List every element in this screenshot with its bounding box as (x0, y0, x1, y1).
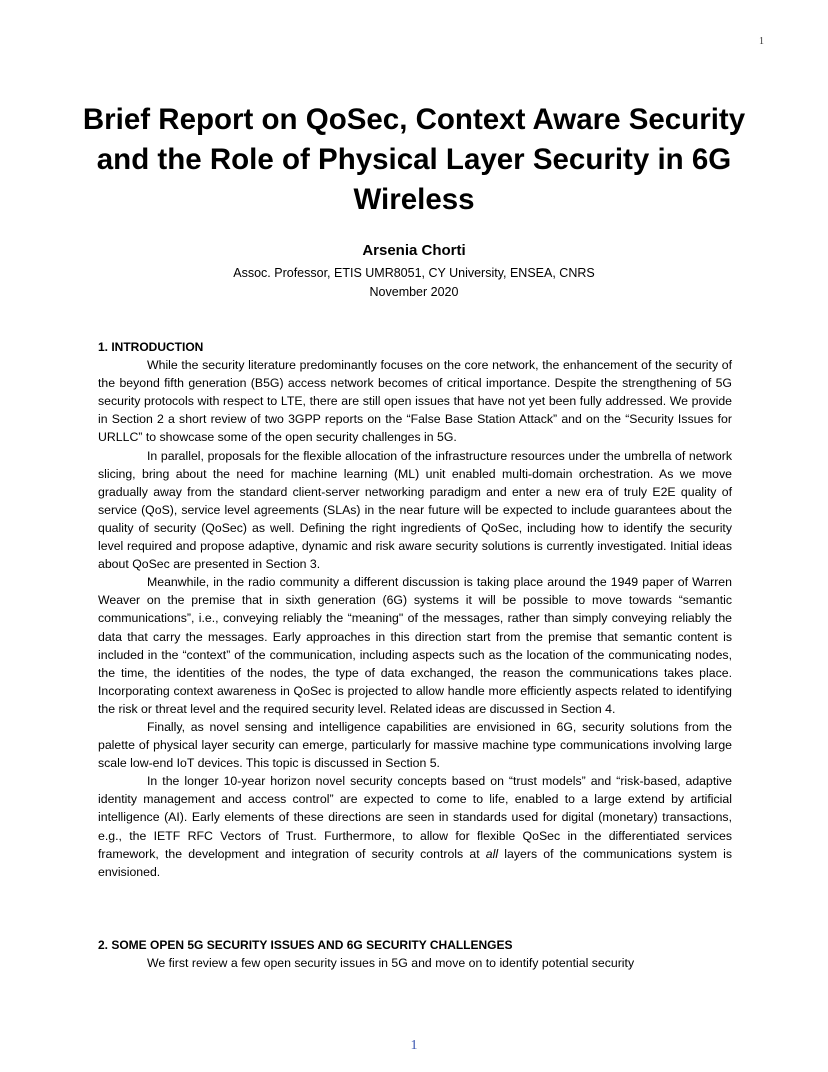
emphasis-all: all (485, 846, 499, 861)
paper-title: Brief Report on QoSec, Context Aware Security and the Role of Physical Layer Security in 6G Wireless (82, 103, 746, 216)
section-introduction (98, 338, 732, 881)
intro-paragraph-5 (98, 772, 732, 881)
open-issues-paragraph-1: We first review a few open security issues in 5G and move on to identify potential security (147, 956, 635, 971)
intro-paragraph-3: Meanwhile, in the radio community a different discussion is taking place around the 1949 paper of Warren Weaver on the premise that in sixth generation (6G) systems it will be possible to move towards “semantic communications”, i.e., conveying reliably the “meaning" of the messages, rather than simply conveying reliably the data that carry the messages. Early approaches in this direction start from the premise that semantic content is included in the “context” of the communication, including aspects such as the location of the communicating nodes, the time, the identities of the nodes, the type of data exchanged, the reason the communications takes place. Incorporating context awareness in QoSec is projected to allow handle more efficiently aspects related to identifying the risk or threat level and the required security level. Related ideas are discussed in Section 4. (98, 575, 732, 716)
section-heading-open-issues: 2. SOME OPEN 5G SECURITY ISSUES AND 6G SECURITY CHALLENGES (98, 938, 513, 952)
footer-page-number: 1 (410, 1038, 418, 1053)
author-name: Arsenia Chorti (362, 242, 466, 259)
intro-paragraph-1: While the security literature predominantly focuses on the core network, the enhancement of the security of the beyond fifth generation (B5G) access network becomes of critical importance. Despite the strengthening of 5G security protocols with respect to LTE, there are still open issues that have not yet been fully addressed. We provide in Section 2 a short review of two 3GPP reports on the “False Base Station Attack” and on the “Security Issues for URLLC” to showcase some of the open security challenges in 5G. (98, 358, 732, 445)
intro-paragraph-2: In parallel, proposals for the flexible allocation of the infrastructure resources under the umbrella of network slicing, bring about the need for machine learning (ML) unit enabled multi-domain orchestration. As we move gradually away from the standard client-server networking paradigm and enter a new era of truly E2E quality of service (QoS), service level agreements (SLAs) in the near future will be expected to include guarantees about the quality of security (QoSec) as well. Defining the right ingredients of QoSec, including how to identify the security level required and propose adaptive, dynamic and risk aware security solutions is currently investigated. Initial ideas about QoSec are presented in Section 3. (98, 448, 732, 572)
author-affiliation: Assoc. Professor, ETIS UMR8051, CY University, ENSEA, CNRS (233, 266, 595, 280)
publication-date: November 2020 (369, 285, 459, 299)
section-heading-introduction: 1. INTRODUCTION (98, 340, 204, 354)
intro-paragraph-5-text: In the longer 10-year horizon novel security concepts based on “trust models” and “risk-based, adaptive identity management and access control” are expected to come to life, enabled to a large extend by artificial intelligence (AI). Early elements of these directions are seen in standards used for digital (monetary) transactions, e.g., the IETF RFC Vectors of Trust. Furthermore, to allow for flexible QoSec in the differentiated services framework, the development and integration of security controls at (98, 774, 732, 861)
intro-paragraph-5-text-end: layers of the communications system is envisioned. (98, 846, 732, 879)
section-open-issues (98, 936, 732, 972)
intro-paragraph-4: Finally, as novel sensing and intelligence capabilities are envisioned in 6G, security solutions from the palette of physical layer security can emerge, particularly for massive machine type communications involving large scale low-end IoT devices. This topic is discussed in Section 5. (98, 719, 732, 771)
header-page-number: 1 (759, 36, 764, 47)
